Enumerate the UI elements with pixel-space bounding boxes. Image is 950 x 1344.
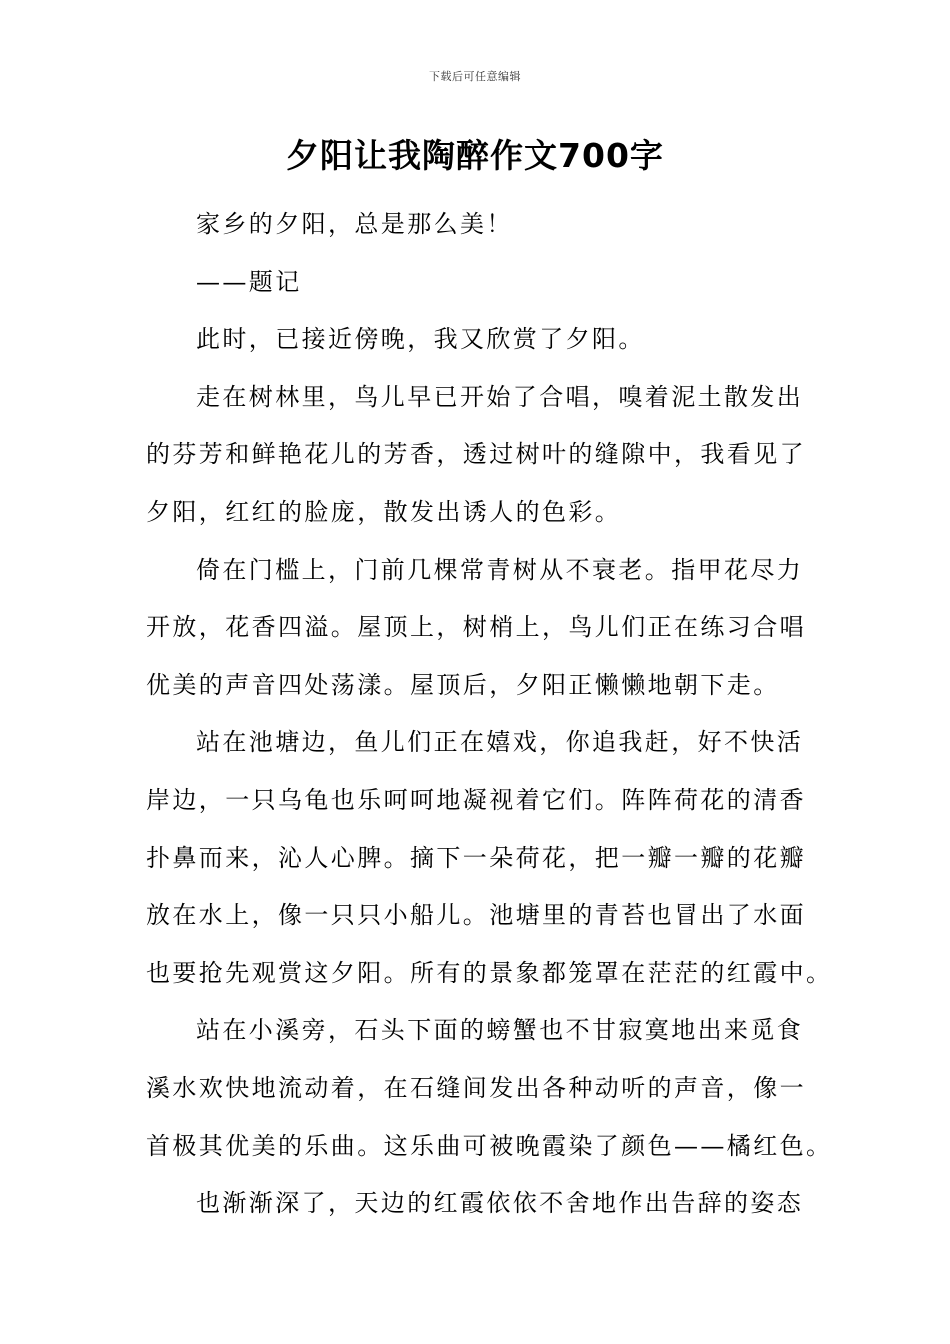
text-line: 也渐渐深了，天边的红霞依依不舍地作出告辞的姿态 bbox=[196, 1189, 804, 1218]
text-line: 的芬芳和鲜艳花儿的芳香，透过树叶的缝隙中，我看见了 bbox=[146, 440, 806, 469]
text-line: 放在水上，像一只只小船儿。池塘里的青苔也冒出了水面 bbox=[146, 901, 806, 930]
text-line: 此时，已接近傍晚，我又欣赏了夕阳。 bbox=[196, 325, 645, 354]
text-line: ——题记 bbox=[196, 267, 302, 296]
document-title: 夕阳让我陶醉作文700字 bbox=[286, 136, 664, 175]
text-line: 溪水欢快地流动着，在石缝间发出各种动听的声音，像一 bbox=[146, 1073, 806, 1102]
text-line: 岸边，一只乌龟也乐呵呵地凝视着它们。阵阵荷花的清香 bbox=[146, 785, 806, 814]
text-line: 站在小溪旁，石头下面的螃蟹也不甘寂寞地出来觅食 bbox=[196, 1016, 804, 1045]
text-line: 倚在门槛上，门前几棵常青树从不衰老。指甲花尽力 bbox=[196, 555, 804, 584]
text-line: 扑鼻而来，沁人心脾。摘下一朵荷花，把一瓣一瓣的花瓣 bbox=[146, 843, 806, 872]
text-line: 夕阳，红红的脸庞，散发出诱人的色彩。 bbox=[146, 497, 622, 526]
header-note: 下载后可任意编辑 bbox=[429, 70, 521, 83]
text-line: 开放，花香四溢。屋顶上，树梢上，鸟儿们正在练习合唱 bbox=[146, 613, 806, 642]
text-line: 家乡的夕阳，总是那么美！ bbox=[196, 210, 513, 238]
document-body bbox=[146, 196, 833, 1233]
text-line: 走在树林里，鸟儿早已开始了合唱，嗅着泥土散发出 bbox=[196, 382, 804, 411]
text-line: 站在池塘边，鱼儿们正在嬉戏，你追我赶，好不快活 bbox=[196, 728, 804, 757]
text-line: 优美的声音四处荡漾。屋顶后，夕阳正懒懒地朝下走。 bbox=[146, 670, 780, 699]
text-line: 首极其优美的乐曲。这乐曲可被晚霞染了颜色——橘红色。 bbox=[146, 1131, 833, 1160]
text-line: 也要抢先观赏这夕阳。所有的景象都笼罩在茫茫的红霞中。 bbox=[146, 958, 833, 987]
